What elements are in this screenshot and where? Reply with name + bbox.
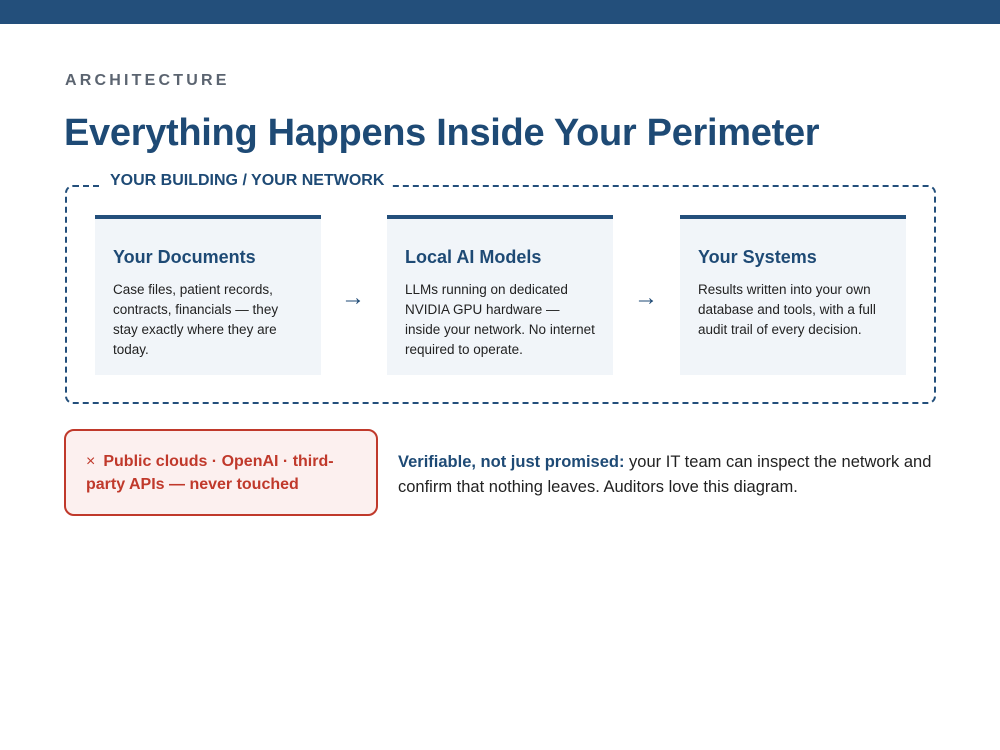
top-accent-bar [0,0,1000,24]
verification-lead: Verifiable, not just promised: [398,453,625,471]
card-title: Local AI Models [405,247,542,267]
card-body: LLMs running on dedicated NVIDIA GPU hardware — inside your network. No internet required to operate. [405,282,595,357]
card-body: Case files, patient records, contracts, financials — they stay exactly where they are today. [113,282,279,357]
right-arrow-icon: → [341,284,365,311]
card-your-documents [95,215,321,375]
card-title: Your Systems [698,247,817,267]
section-eyebrow: ARCHITECTURE [65,72,230,89]
card-local-ai-models [387,215,613,375]
close-icon: × [86,452,96,470]
perimeter-label: YOUR BUILDING / YOUR NETWORK [102,172,392,190]
warning-text-block [86,450,356,496]
card-title: Your Documents [113,247,256,267]
verification-note [398,450,938,500]
card-your-systems [680,215,906,375]
external-services-warning [64,429,378,516]
page-title: Everything Happens Inside Your Perimeter [64,112,820,154]
verification-body: your IT team can inspect the network and confirm that nothing leaves. Auditors love this diagram. [398,453,932,496]
warning-text: Public clouds · OpenAI · third-party APIs — never touched [86,452,334,493]
right-arrow-icon: → [634,284,658,311]
card-body: Results written into your own database and tools, with a full audit trail of every decision. [698,282,876,337]
